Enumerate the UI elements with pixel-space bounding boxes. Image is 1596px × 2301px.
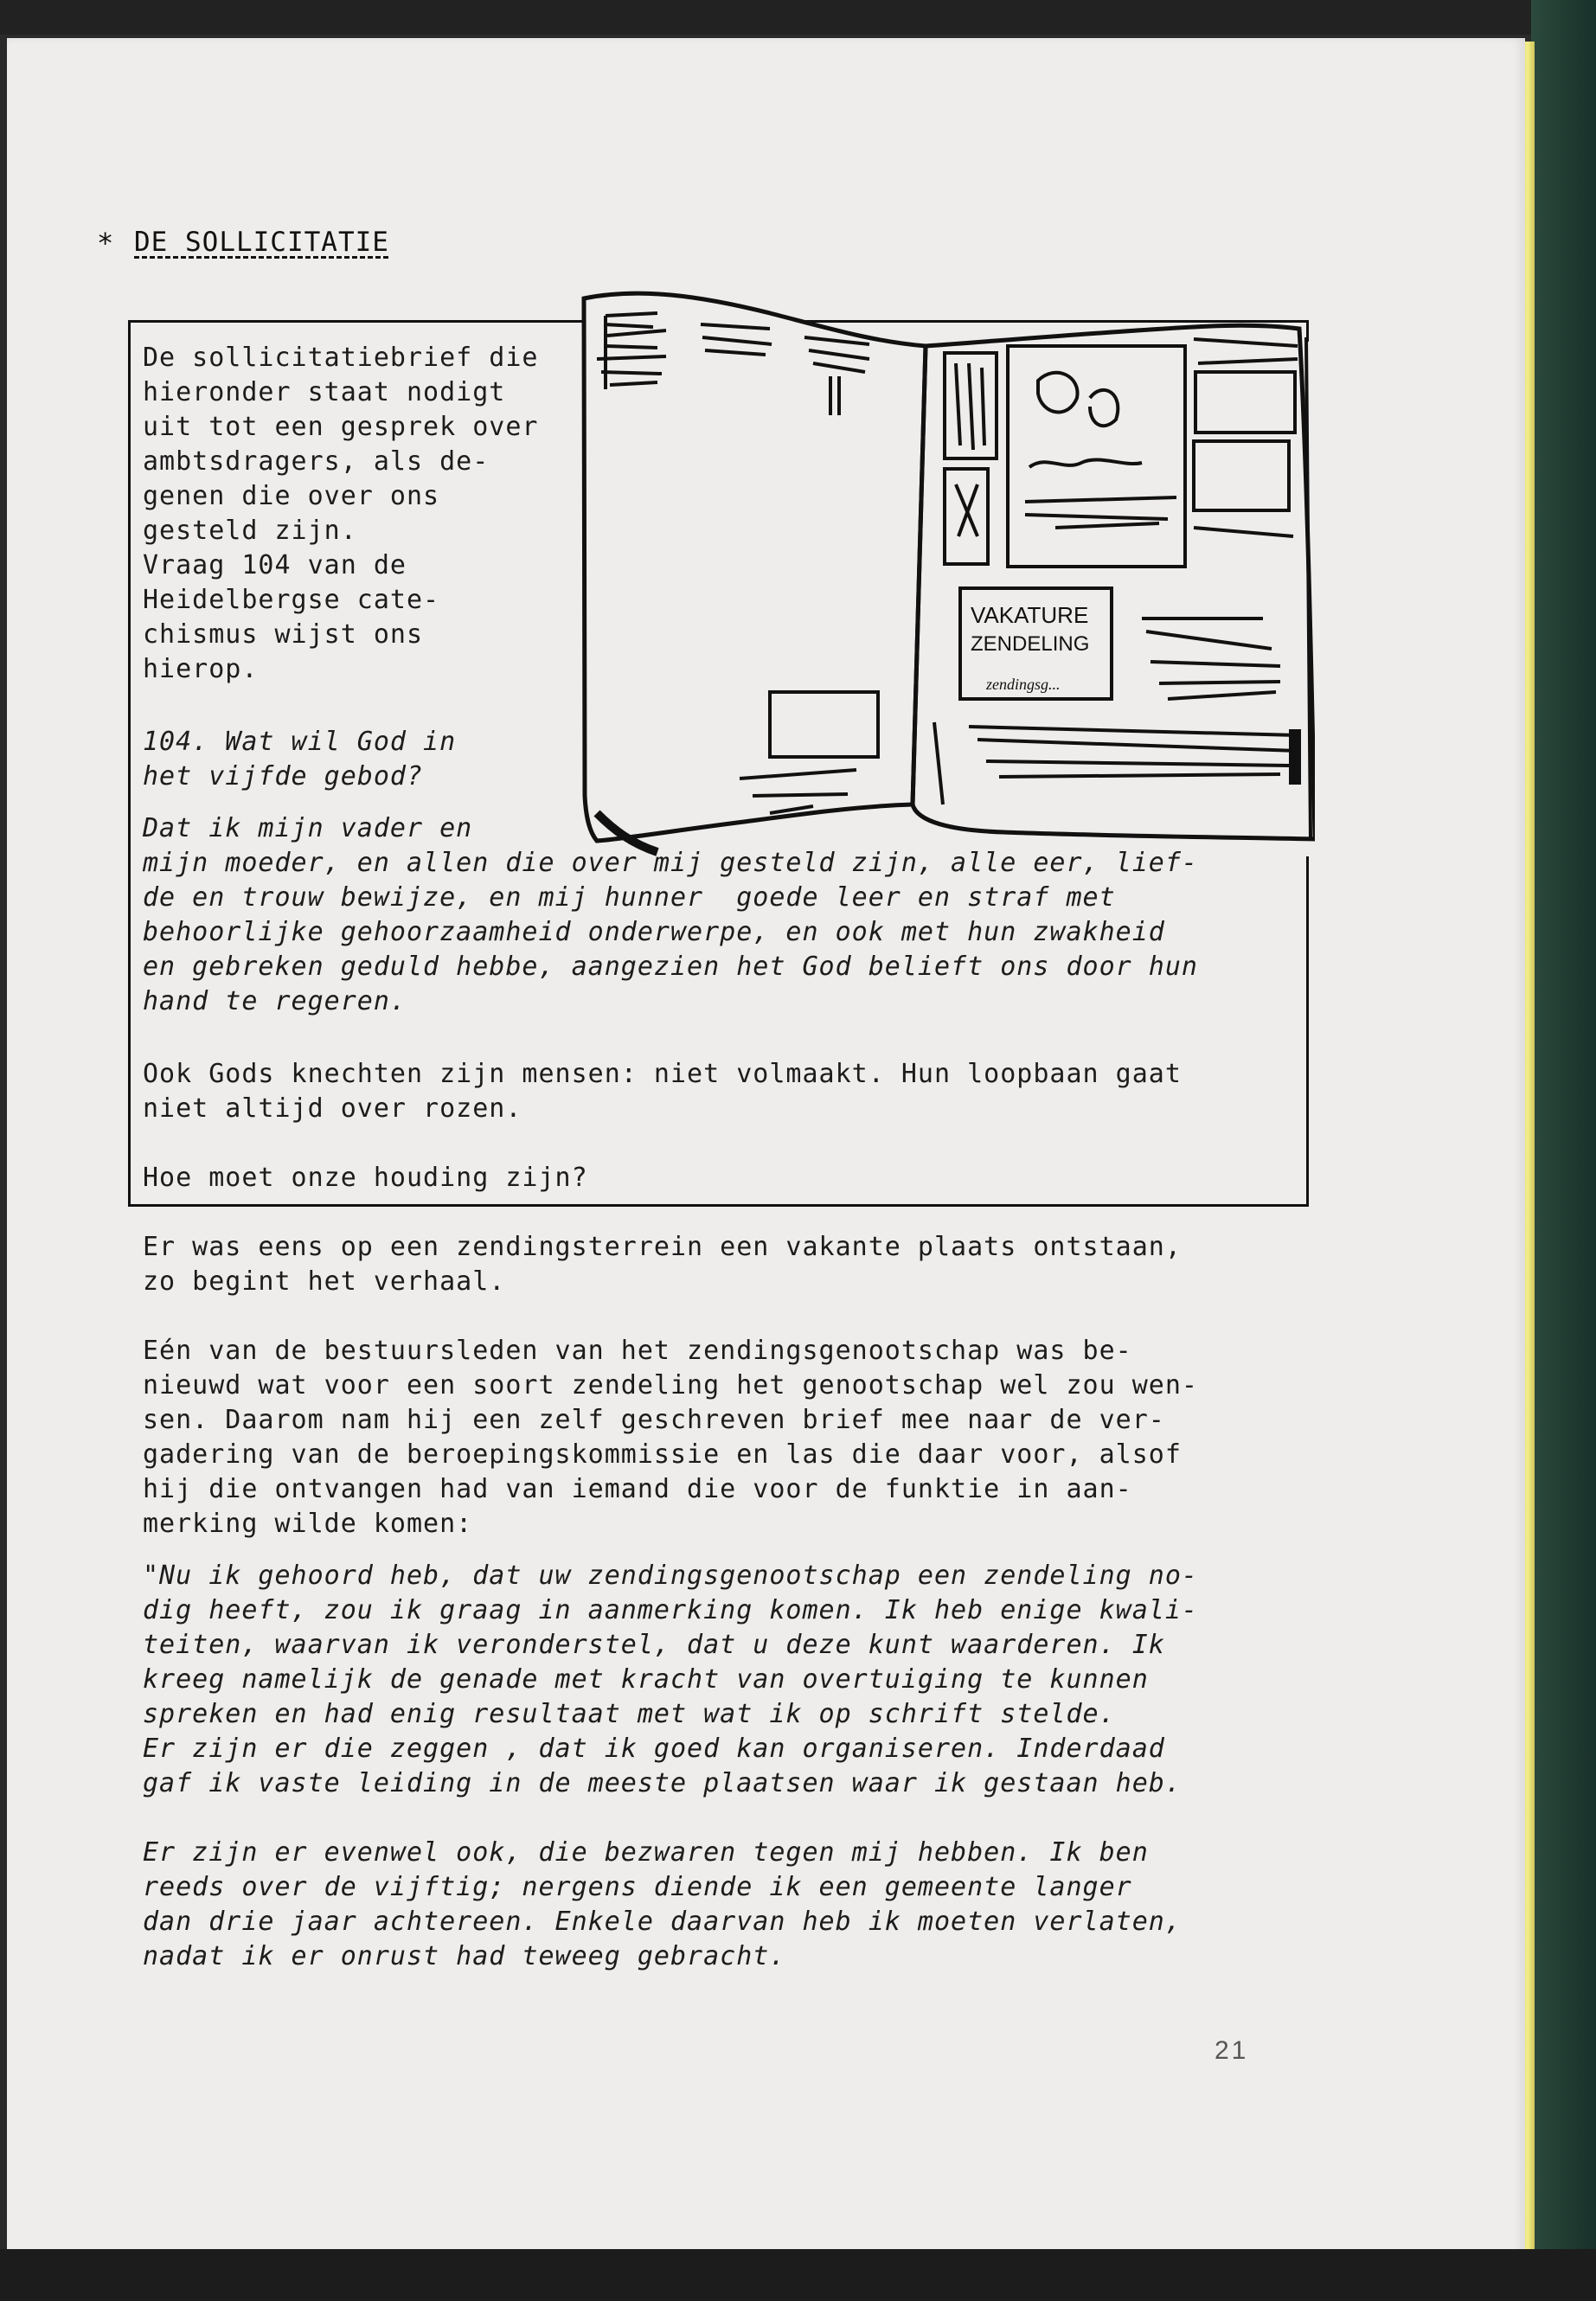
letter-line: spreken en had enig resultaat met wat ik op schrift stelde.: [143, 1699, 1116, 1729]
intro-line: hieronder staat nodigt: [143, 377, 506, 407]
body-line: Er was eens op een zendingsterrein een vakante plaats ontstaan,: [143, 1232, 1182, 1262]
letter-line: nadat ik er onrust had teweeg gebracht.: [143, 1941, 786, 1971]
vakature-text-2: ZENDELING: [971, 632, 1090, 656]
letter-line: teiten, waarvan ik veronderstel, dat u deze kunt waarderen. Ik: [143, 1630, 1165, 1660]
houding-question: Hoe moet onze houding zijn?: [143, 1163, 588, 1193]
knechten-line: niet altijd over rozen.: [143, 1093, 522, 1124]
answer-line: Dat ik mijn vader en: [143, 813, 473, 843]
answer-line: behoorlijke gehoorzaamheid onderwerpe, en ook met hun zwakheid: [143, 917, 1165, 947]
vakature-text-3: zendingsg...: [986, 676, 1061, 693]
vakature-text-1: VAKATURE: [971, 602, 1089, 628]
intro-line: Vraag 104 van de: [143, 550, 407, 580]
answer-line: de en trouw bewijze, en mij hunner goede leer en straf met: [143, 882, 1116, 913]
body-line: Eén van de bestuursleden van het zendingsgenootschap was be-: [143, 1336, 1132, 1366]
page-number: 21: [1215, 2036, 1249, 2065]
body-line: sen. Daarom nam hij een zelf geschreven brief mee naar de ver-: [143, 1405, 1165, 1435]
intro-line: Heidelbergse cate-: [143, 585, 440, 615]
letter-line: Er zijn er evenwel ook, die bezwaren tegen mij hebben. Ik ben: [143, 1837, 1149, 1868]
body-line: merking wilde komen:: [143, 1509, 473, 1539]
intro-line: gesteld zijn.: [143, 516, 357, 546]
book-cover-edge: [1531, 0, 1596, 2301]
intro-line: hierop.: [143, 654, 259, 684]
letter-line: reeds over de vijftig; nergens diende ik een gemeente langer: [143, 1872, 1132, 1902]
letter-line: "Nu ik gehoord heb, dat uw zendingsgenootschap een zendeling no-: [143, 1561, 1198, 1591]
answer-line: mijn moeder, en allen die over mij gesteld zijn, alle eer, lief-: [143, 848, 1198, 878]
question-line: het vijfde gebod?: [143, 761, 424, 792]
body-line: zo begint het verhaal.: [143, 1266, 506, 1297]
body-line: gadering van de beroepingskommissie en las die daar voor, alsof: [143, 1439, 1182, 1470]
answer-line: hand te regeren.: [143, 986, 407, 1016]
section-title: DE SOLLICITATIE: [134, 227, 389, 258]
newspaper-illustration: [571, 277, 1315, 865]
letter-line: Er zijn er die zeggen , dat ik goed kan organiseren. Inderdaad: [143, 1734, 1165, 1764]
question-line: 104. Wat wil God in: [143, 727, 457, 757]
knechten-line: Ook Gods knechten zijn mensen: niet volmaakt. Hun loopbaan gaat: [143, 1059, 1182, 1089]
body-line: hij die ontvangen had van iemand die voor de funktie in aan-: [143, 1474, 1132, 1504]
letter-line: kreeg namelijk de genade met kracht van overtuiging te kunnen: [143, 1664, 1149, 1695]
answer-line: en gebreken geduld hebbe, aangezien het God belieft ons door hun: [143, 952, 1198, 982]
scan-bottom-edge: [0, 2249, 1596, 2301]
intro-line: uit tot een gesprek over: [143, 412, 539, 442]
heading-bullet: *: [97, 227, 114, 260]
intro-line: De sollicitatiebrief die: [143, 343, 539, 373]
intro-line: ambtsdragers, als de-: [143, 446, 490, 477]
body-line: nieuwd wat voor een soort zendeling het genootschap wel zou wen-: [143, 1370, 1198, 1400]
intro-line: genen die over ons: [143, 481, 440, 511]
letter-line: dan drie jaar achtereen. Enkele daarvan heb ik moeten verlaten,: [143, 1907, 1182, 1937]
scan-top-edge: [0, 0, 1596, 35]
intro-line: chismus wijst ons: [143, 619, 424, 650]
letter-line: gaf ik vaste leiding in de meeste plaatsen waar ik gestaan heb.: [143, 1768, 1182, 1798]
letter-line: dig heeft, zou ik graag in aanmerking komen. Ik heb enige kwali-: [143, 1595, 1198, 1625]
